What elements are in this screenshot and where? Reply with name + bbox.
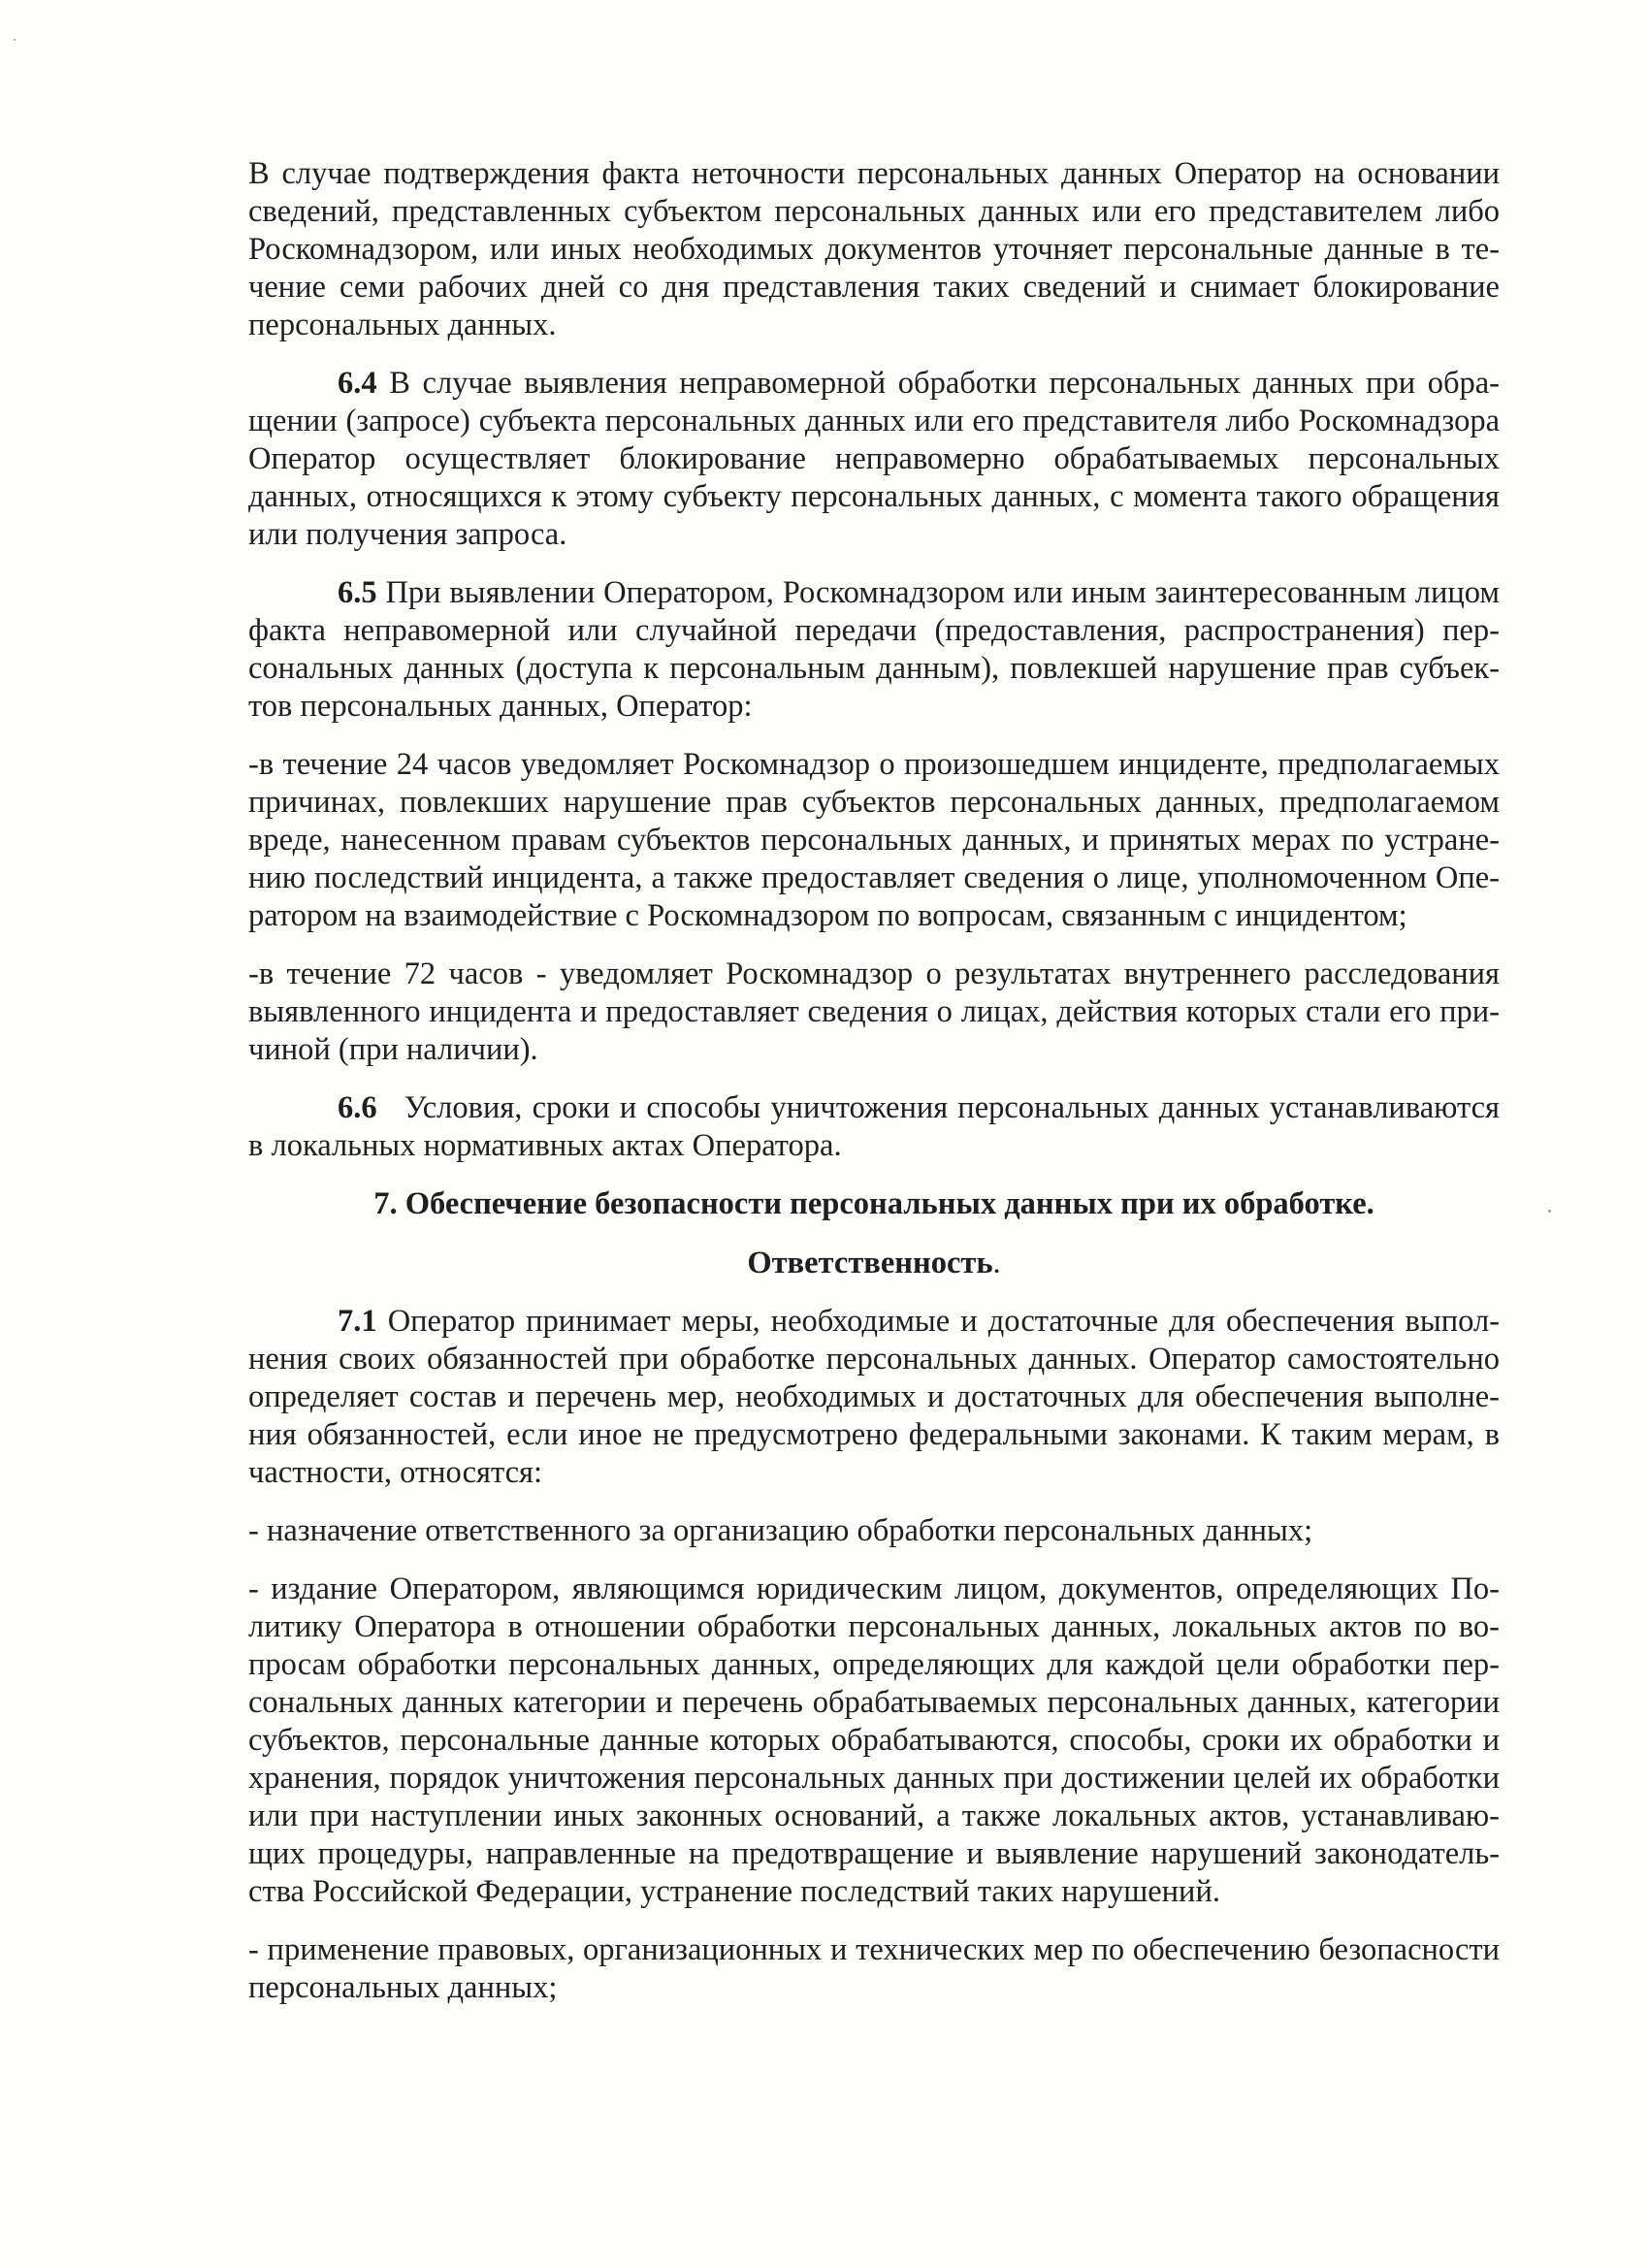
paragraph-text: Условия, сроки и способы уничтожения персональных данных устанавливаются в локальных нормативных актах Оператора.	[248, 1090, 1500, 1163]
paragraph-6-5	[248, 574, 1500, 726]
document-body	[248, 155, 1500, 2027]
paragraph-text: - назначение ответственного за организацию обработки персональных данных;	[248, 1513, 1313, 1548]
paragraph-text: - применение правовых, организационных и технических мер по обеспечению безопасности персональных данных;	[248, 1932, 1500, 2005]
paragraph-text: В случае подтверждения факта неточности персональных данных Оператор на основании сведений, представленных субъектом персональных данных или его представителем либо Роскомнадзором, или иных необходимых документов уточняет персональные данные в течение семи рабочих дней со дня представления таких сведений и снимает блокирование персональных данных.	[248, 156, 1500, 342]
section-7-subtitle	[248, 1245, 1500, 1282]
scan-speck	[1548, 1210, 1551, 1213]
paragraph-text: В случае выявления неправомерной обработки персональных данных при обращении (запросе) субъекта персональных данных или его представителя либо Роскомнадзора Оператор осуществляет блокирование неправомерно обрабатываемых персональных данных, относящихся к этому субъекту персональных данных, с момента такого обращения или получения запроса.	[248, 366, 1500, 552]
section-title-text: 7. Обеспечение безопасности персональных данных при их обработке.	[373, 1186, 1374, 1221]
paragraph-text: При выявлении Оператором, Роскомнадзором или иным заинтересованным лицом факта неправомерной или случайной передачи (предоставления, распространения) персональных данных (доступа к персональным данным), повлекшей нарушение прав субъектов персональных данных, Оператор:	[248, 575, 1500, 724]
scan-speck	[14, 39, 16, 41]
clause-number: 6.6	[338, 1090, 377, 1125]
paragraph-6-3-continuation	[248, 155, 1500, 344]
section-7-title	[248, 1185, 1500, 1223]
clause-number: 6.5	[338, 575, 377, 610]
paragraph-7-1	[248, 1303, 1500, 1492]
paragraph-text: -в течение 24 часов уведомляет Роскомнадзор о произошедшем инциденте, предполагаемых причинах, повлекших нарушение прав субъектов персональных данных, предполагаемом вреде, нанесенном правам субъектов персональных данных, и принятых мерах по устранению последствий инцидента, а также предоставляет сведения о лице, уполномоченном Оператором на взаимодействие с Роскомнадзором по вопросам, связанным с инцидентом;	[248, 747, 1500, 933]
paragraph-6-5-item-72h	[248, 956, 1500, 1069]
paragraph-7-1-item-measures	[248, 1931, 1500, 2007]
section-subtitle-dot: .	[992, 1246, 1001, 1280]
paragraph-7-1-item-responsible	[248, 1512, 1500, 1550]
clause-number: 6.4	[338, 366, 377, 401]
paragraph-text: - издание Оператором, являющимся юридическим лицом, документов, определяющих Политику Оператора в отношении обработки персональных данных, локальных актов по вопросам обработки персональных данных, определяющих для каждой цели обработки персональных данных категории и перечень обрабатываемых персональных данных, категории субъектов, персональные данные которых обрабатываются, способы, сроки их обработки и хранения, порядок уничтожения персональных данных при достижении целей их обработки или при наступлении иных законных оснований, а также локальных актов, устанавливающих процедуры, направленные на предотвращение и выявление нарушений законодательства Российской Федерации, устранение последствий таких нарушений.	[248, 1571, 1500, 1909]
paragraph-7-1-item-policy	[248, 1571, 1500, 1911]
paragraph-6-4	[248, 365, 1500, 554]
section-subtitle-text: Ответственность	[747, 1246, 993, 1280]
paragraph-6-6	[248, 1089, 1500, 1165]
paragraph-text: -в течение 72 часов - уведомляет Роскомнадзор о результатах внутреннего расследования выявленного инцидента и предоставляет сведения о лицах, действия которых стали его причиной (при наличии).	[248, 956, 1500, 1067]
clause-number: 7.1	[338, 1304, 377, 1339]
paragraph-6-5-item-24h	[248, 746, 1500, 935]
paragraph-text: Оператор принимает меры, необходимые и достаточные для обеспечения выполнения своих обязанностей при обработке персональных данных. Оператор самостоятельно определяет состав и перечень мер, необходимых и достаточных для обеспечения выполнения обязанностей, если иное не предусмотрено федеральными законами. К таким мерам, в частности, относятся:	[248, 1304, 1500, 1490]
